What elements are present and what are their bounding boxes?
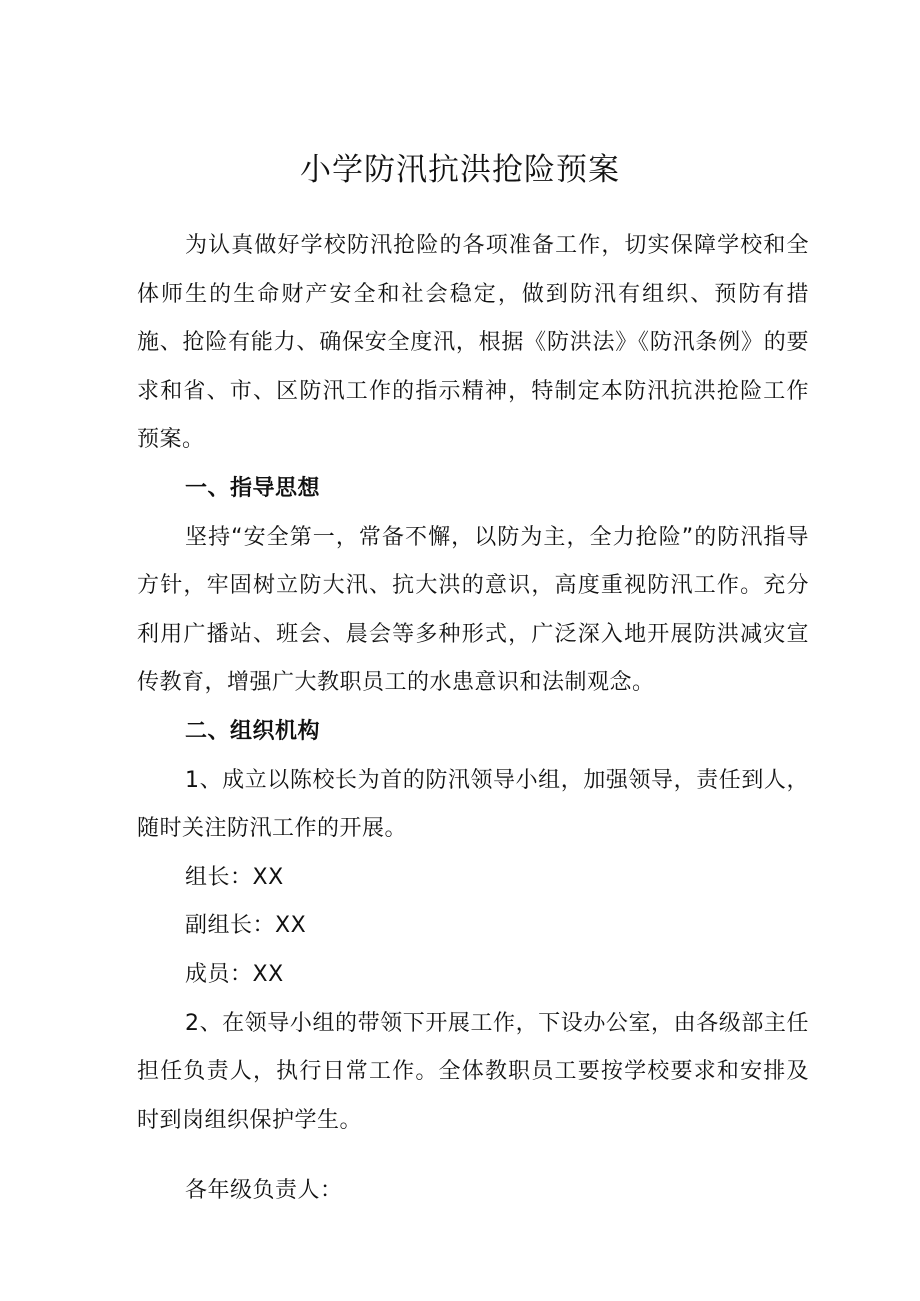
role-deputy-leader: 副组长：XX — [185, 913, 307, 939]
document-title: 小学防汛抗洪抢险预案 — [300, 152, 620, 188]
guiding-ideology-paragraph: 坚持“安全第一，常备不懈，以防为主，全力抢险”的防汛指导方针，牢固树立防大汛、抗大洪的意识，高度重视防汛工作。充分利用广播站、班会、晨会等多种形式，广泛深入地开展防洪减灾宣传教育，增强广大教职员工的水患意识和法制观念。 — [137, 524, 809, 696]
section-heading-guiding-ideology: 一、指导思想 — [185, 475, 321, 501]
organization-item-2: 2、在领导小组的带领下开展工作，下设办公室，由各级部主任担任负责人，执行日常工作。全体教职员工要按学校要求和安排及时到岗组织保护学生。 — [137, 1010, 809, 1133]
intro-paragraph: 为认真做好学校防汛抢险的各项准备工作，切实保障学校和全体师生的生命财产安全和社会稳定，做到防汛有组织、预防有措施、抢险有能力、确保安全度汛，根据《防洪法》《防汛条例》的要求和省、市、区防汛工作的指示精神，特制定本防汛抗洪抢险工作预案。 — [137, 233, 809, 453]
grade-heads-label: 各年级负责人： — [185, 1178, 343, 1204]
paragraph-gap — [137, 1145, 809, 1167]
role-leader: 组长：XX — [185, 864, 284, 890]
organization-item-1: 1、成立以陈校长为首的防汛领导小组，加强领导，责任到人，随时关注防汛工作的开展。 — [137, 767, 809, 842]
document-body — [137, 222, 809, 1216]
role-members: 成员：XX — [185, 961, 284, 987]
section-heading-organization: 二、组织机构 — [185, 718, 321, 744]
